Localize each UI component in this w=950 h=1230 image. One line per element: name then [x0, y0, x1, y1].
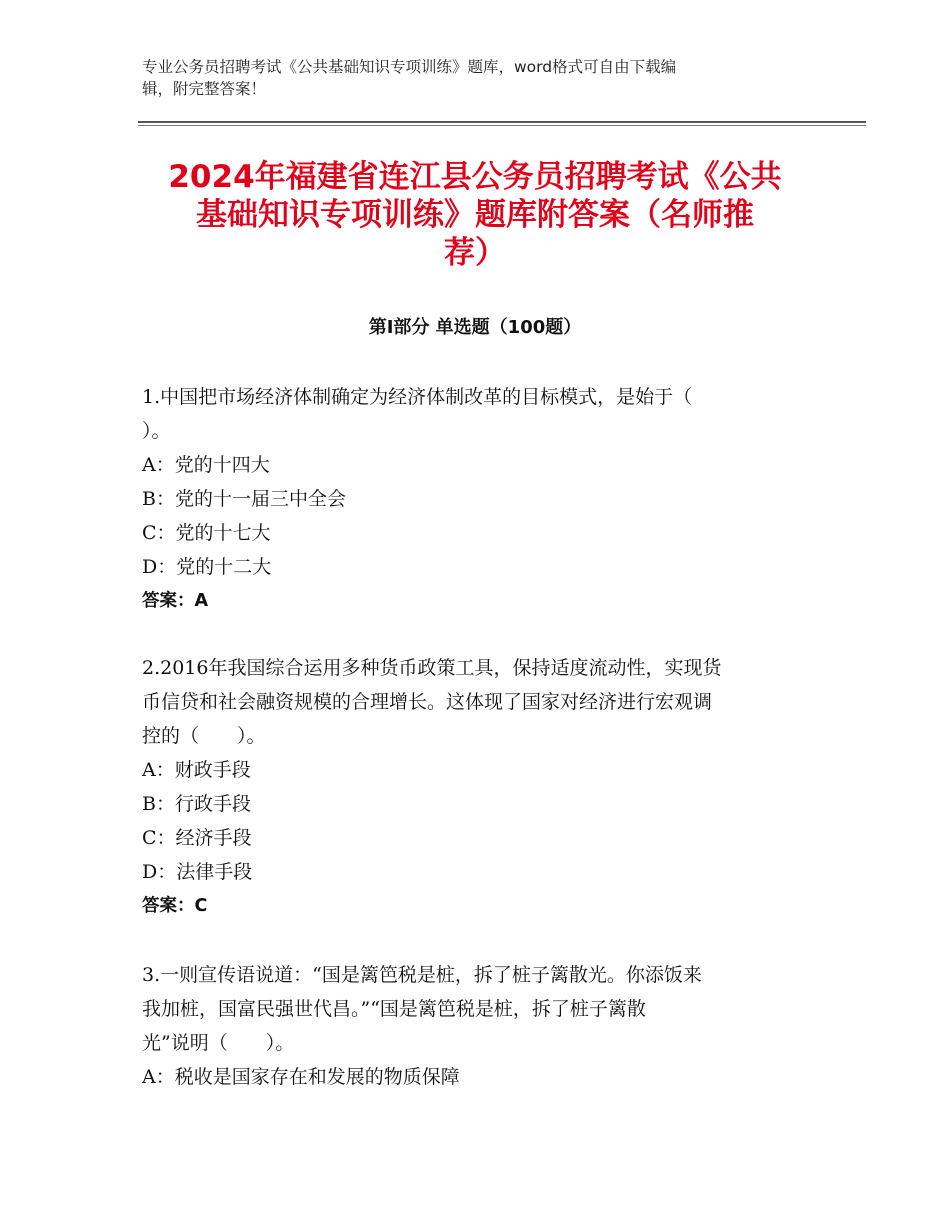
answer-value: C — [194, 896, 208, 916]
question-3 — [142, 958, 802, 1094]
answer-line — [142, 889, 802, 923]
question-stem-line: 控的（ ）。 — [142, 725, 266, 747]
answer-line — [142, 584, 802, 618]
question-stem-line: 1.中国把市场经济体制确定为经济体制改革的目标模式，是始于（ — [142, 386, 693, 408]
answer-label: 答案： — [142, 591, 195, 611]
question-stem-line: ）。 — [142, 420, 171, 442]
option-d: D：法律手段 — [142, 861, 253, 883]
question-stem-line: 币信贷和社会融资规模的合理增长。这体现了国家对经济进行宏观调 — [142, 691, 713, 713]
question-1 — [142, 380, 802, 618]
question-stem-line: 3.一则宣传语说道：“国是篱笆税是桩，拆了桩子篱散光。你添饭来 — [142, 964, 702, 986]
document-title — [130, 158, 820, 272]
option-b: B：党的十一届三中全会 — [142, 488, 346, 510]
header-line-1: 专业公务员招聘考试《公共基础知识专项训练》题库，word格式可自由下载编 — [142, 58, 677, 76]
question-stem-line: 光”说明（ ）。 — [142, 1032, 295, 1054]
question-stem-line: 我加桩，国富民强世代昌。”“国是篱笆税是桩，拆了桩子篱散 — [142, 998, 646, 1020]
document-header-note — [142, 56, 802, 100]
option-a: A：税收是国家存在和发展的物质保障 — [142, 1066, 460, 1088]
option-b: B：行政手段 — [142, 793, 251, 815]
header-divider-thin — [138, 125, 866, 126]
question-2 — [142, 651, 802, 923]
option-c: C：经济手段 — [142, 827, 252, 849]
option-a: A：党的十四大 — [142, 454, 270, 476]
option-c: C：党的十七大 — [142, 522, 271, 544]
header-divider-thick — [138, 121, 866, 123]
section-heading: 第Ⅰ部分 单选题（100题） — [368, 317, 582, 338]
answer-value: A — [194, 591, 209, 611]
header-line-2: 辑，附完整答案！ — [142, 80, 267, 98]
answer-label: 答案： — [142, 896, 195, 916]
title-line-2: 基础知识专项训练》题库附答案（名师推 — [196, 197, 754, 233]
option-d: D：党的十二大 — [142, 556, 272, 578]
option-a: A：财政手段 — [142, 759, 251, 781]
title-line-1: 2024年福建省连江县公务员招聘考试《公共 — [168, 159, 782, 195]
title-line-3: 荐） — [444, 235, 506, 271]
question-stem-line: 2.2016年我国综合运用多种货币政策工具，保持适度流动性，实现货 — [142, 657, 722, 679]
